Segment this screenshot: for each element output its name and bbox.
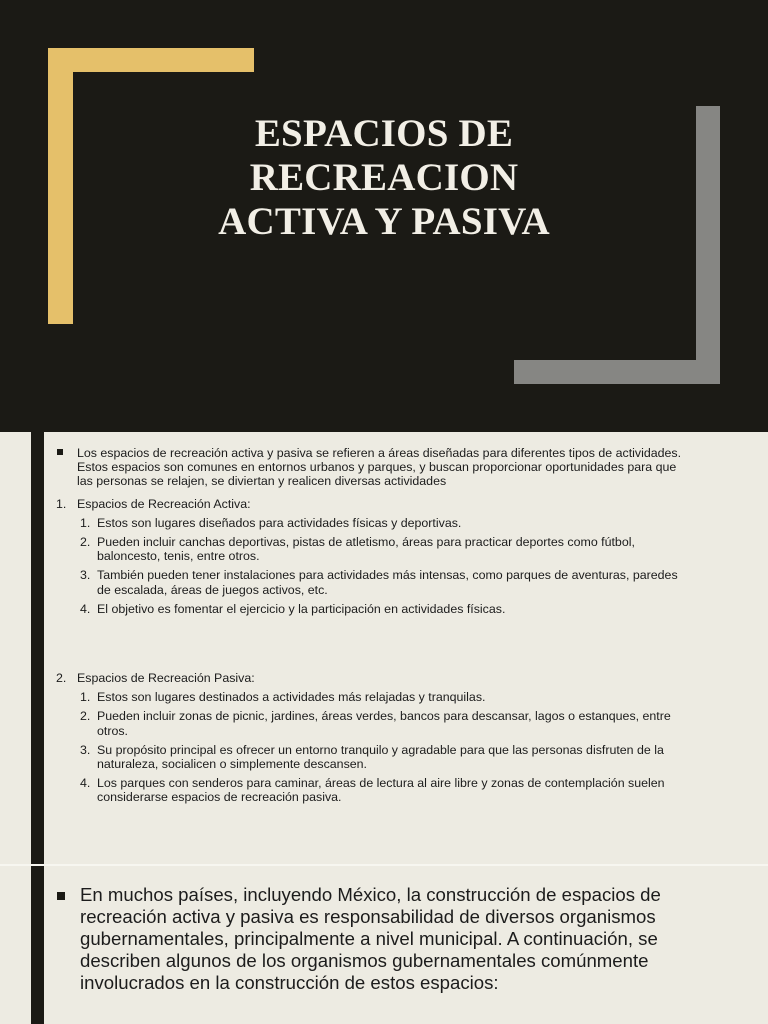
- intro-bullet: [56, 446, 732, 489]
- title-line: ESPACIOS DE: [254, 112, 514, 155]
- item-number: 2.: [80, 709, 91, 724]
- left-accent-bar: [31, 866, 44, 1024]
- list-item: [56, 690, 732, 704]
- item-line: Su propósito principal es ofrecer un entorno tranquilo y agradable para que las personas disfruten de la: [97, 742, 664, 757]
- intro-line: Estos espacios son comunes en entornos urbanos y parques, y buscan proporcionar oportunidades para que: [77, 460, 677, 475]
- left-accent-bar: [31, 432, 44, 864]
- section-title: Espacios de Recreación Pasiva:: [77, 671, 255, 686]
- title-line: ACTIVA Y PASIVA: [218, 200, 550, 243]
- item-number: 3.: [80, 742, 91, 757]
- item-line: otros.: [97, 723, 128, 738]
- next-line: describen algunos de los organismos gubernamentales comúnmente: [80, 950, 649, 971]
- pasiva-list: [56, 690, 732, 804]
- spacer: [56, 621, 732, 663]
- section-heading-activa: [56, 497, 732, 511]
- section-title: Espacios de Recreación Activa:: [77, 496, 251, 511]
- slide-divider: [0, 864, 768, 866]
- item-number: 3.: [80, 568, 91, 583]
- next-line: involucrados en la construcción de estos espacios:: [80, 972, 499, 993]
- item-line: Estos son lugares diseñados para actividades físicas y deportivas.: [97, 515, 462, 530]
- section-number: 2.: [56, 671, 67, 686]
- item-line: de escalada, áreas de juegos activos, etc.: [97, 582, 328, 597]
- item-line: naturaleza, socialicen o simplemente descansen.: [97, 757, 367, 772]
- item-line: Los parques con senderos para caminar, áreas de lectura al aire libre y zonas de contemplación suelen: [97, 776, 665, 791]
- next-slide: [56, 884, 716, 994]
- item-number: 1.: [80, 515, 91, 530]
- list-item: [56, 568, 732, 596]
- list-item: [56, 602, 732, 616]
- next-line: recreación activa y pasiva es responsabilidad de diversos organismos: [80, 906, 656, 927]
- intro-line: las personas se relajen, se diviertan y realicen diversas actividades: [77, 474, 447, 489]
- section-heading-pasiva: [56, 671, 732, 685]
- square-bullet-icon: [57, 892, 65, 900]
- gold-bracket-top: [48, 48, 254, 72]
- square-bullet-icon: [57, 449, 63, 455]
- gold-bracket-left: [48, 48, 73, 324]
- gray-bracket-bottom: [514, 360, 720, 384]
- list-item: [56, 709, 732, 737]
- item-line: Pueden incluir canchas deportivas, pistas de atletismo, áreas para practicar deportes como fútbol,: [97, 535, 635, 550]
- item-line: También pueden tener instalaciones para actividades más intensas, como parques de aventuras, paredes: [97, 568, 678, 583]
- list-item: [56, 743, 732, 771]
- item-line: baloncesto, tenis, entre otros.: [97, 549, 260, 564]
- item-line: Pueden incluir zonas de picnic, jardines, áreas verdes, bancos para descansar, lagos o estanques, entre: [97, 709, 671, 724]
- section-number: 1.: [56, 496, 67, 511]
- list-item: [56, 776, 732, 804]
- next-slide-bullet: [56, 884, 716, 994]
- gray-bracket-right: [696, 106, 720, 384]
- item-number: 1.: [80, 690, 91, 705]
- item-number: 2.: [80, 535, 91, 550]
- title-line: RECREACION: [249, 156, 519, 199]
- activa-list: [56, 516, 732, 616]
- list-item: [56, 516, 732, 530]
- item-number: 4.: [80, 601, 91, 616]
- slide-title: [140, 112, 628, 244]
- item-number: 4.: [80, 776, 91, 791]
- item-line: considerarse espacios de recreación pasiva.: [97, 790, 342, 805]
- content-area: [0, 432, 768, 1024]
- content-slide: [56, 446, 732, 810]
- item-line: El objetivo es fomentar el ejercicio y la participación en actividades físicas.: [97, 601, 506, 616]
- next-line: gubernamentales, principalmente a nivel municipal. A continuación, se: [80, 928, 658, 949]
- title-slide: [0, 0, 768, 432]
- item-line: Estos son lugares destinados a actividades más relajadas y tranquilas.: [97, 690, 486, 705]
- next-line: En muchos países, incluyendo México, la construcción de espacios de: [80, 884, 661, 905]
- intro-line: Los espacios de recreación activa y pasiva se refieren a áreas diseñadas para diferentes tipos de actividades.: [77, 446, 682, 460]
- list-item: [56, 535, 732, 563]
